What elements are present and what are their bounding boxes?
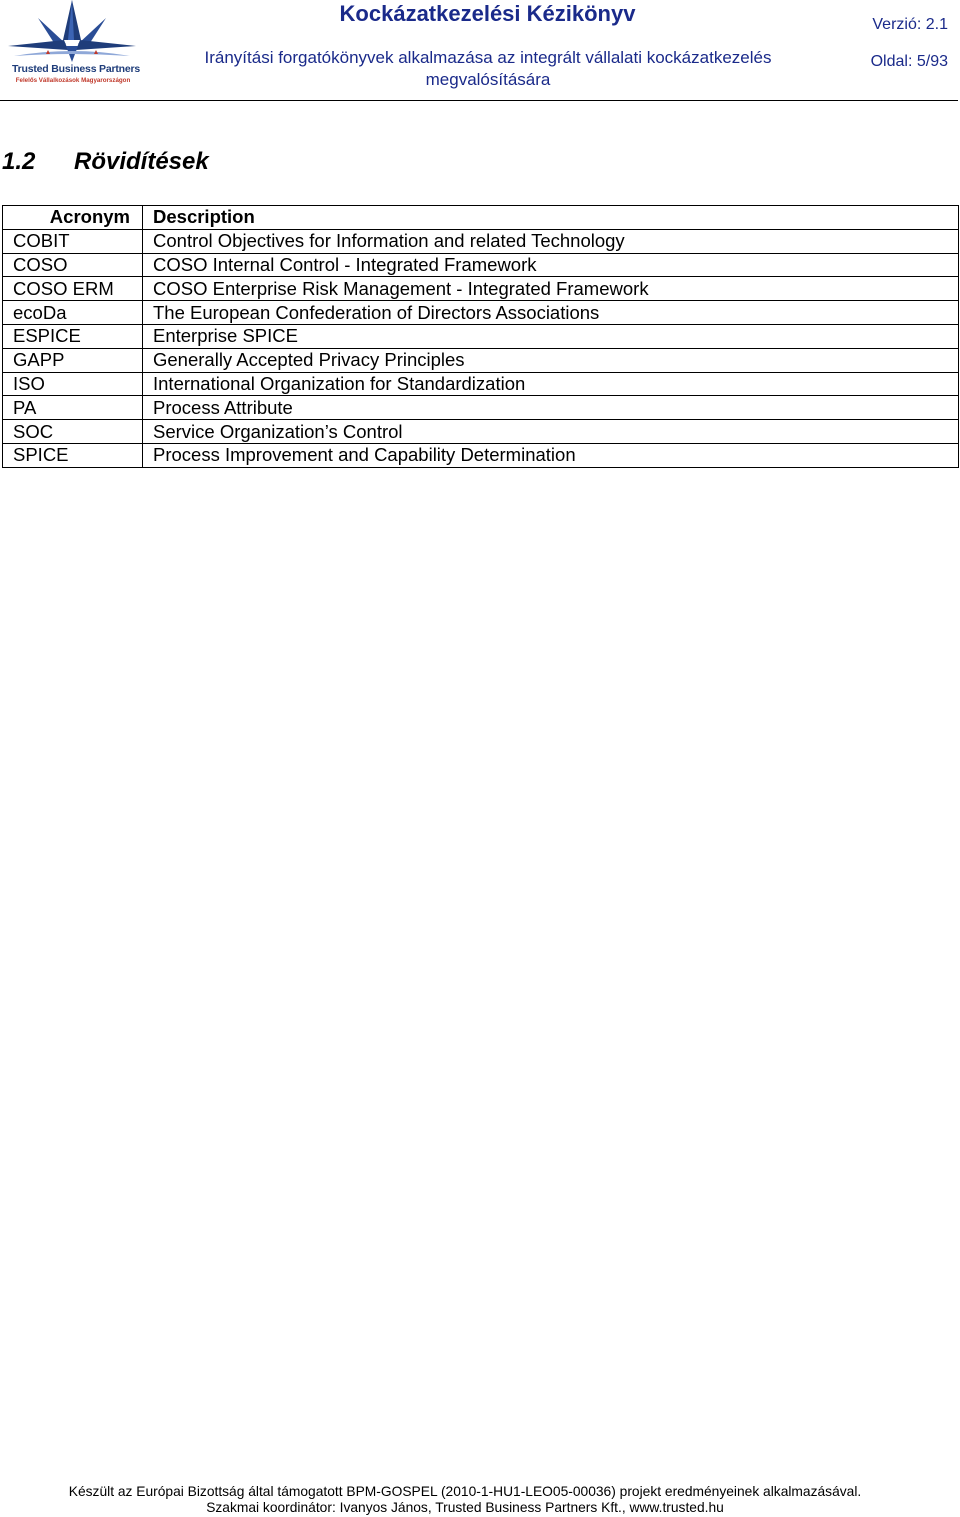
description-column-header: Description [143,206,959,230]
header-divider [0,100,958,101]
acronym-cell: GAPP [3,348,143,372]
description-cell: COSO Internal Control - Integrated Framework [143,253,959,277]
footer-line-2: Szakmai koordinátor: Ivanyos János, Trusted Business Partners Kft., www.trusted.hu [206,1500,724,1515]
logo-text: Trusted Business Partners [12,63,141,75]
table-row [3,324,959,348]
description-cell: Service Organization’s Control [143,420,959,444]
table-row [3,348,959,372]
table-row [3,253,959,277]
acronym-cell: ecoDa [3,301,143,325]
acronym-cell: COSO [3,253,143,277]
page-header [0,0,960,102]
page-footer [0,1484,930,1516]
table-row [3,396,959,420]
section-heading [2,148,209,176]
document-title: Kockázatkezelési Kézikönyv [339,1,636,26]
table-row [3,277,959,301]
table-row [3,372,959,396]
page-number: Oldal: 5/93 [870,53,948,70]
logo-subtext: Felelős Vállalkozások Magyarországon [15,77,131,84]
acronym-column-header: Acronym [3,206,143,230]
company-logo [8,0,141,92]
footer-line-1: Készült az Európai Bizottság által támogatott BPM-GOSPEL (2010-1-HU1-LEO05-00036) projekt eredményeinek alkalmazásával. [68,1484,862,1499]
abbreviations-table [2,205,959,468]
acronym-cell: SOC [3,420,143,444]
description-cell: Process Improvement and Capability Determination [143,443,959,467]
acronym-cell: ESPICE [3,324,143,348]
acronym-cell: COBIT [3,229,143,253]
document-subtitle [188,47,788,90]
description-cell: Enterprise SPICE [143,324,959,348]
version-label: Verzió: 2.1 [872,16,948,33]
description-cell: Control Objectives for Information and related Technology [143,229,959,253]
acronym-cell: COSO ERM [3,277,143,301]
section-title: Rövidítések [74,148,209,175]
table-row [3,420,959,444]
table-row [3,301,959,325]
acronym-cell: ISO [3,372,143,396]
table-row [3,229,959,253]
subtitle-line-1: Irányítási forgatókönyvek alkalmazása az integrált vállalati kockázatkezelés [204,48,772,67]
description-cell: International Organization for Standardization [143,372,959,396]
acronym-cell: PA [3,396,143,420]
acronym-cell: SPICE [3,443,143,467]
table-row [3,443,959,467]
section-number: 1.2 [2,148,36,175]
description-cell: Generally Accepted Privacy Principles [143,348,959,372]
subtitle-line-2: megvalósítására [425,69,551,89]
star-logo-icon [8,0,136,64]
table-header-row [3,206,959,230]
description-cell: Process Attribute [143,396,959,420]
description-cell: The European Confederation of Directors Associations [143,301,959,325]
description-cell: COSO Enterprise Risk Management - Integrated Framework [143,277,959,301]
